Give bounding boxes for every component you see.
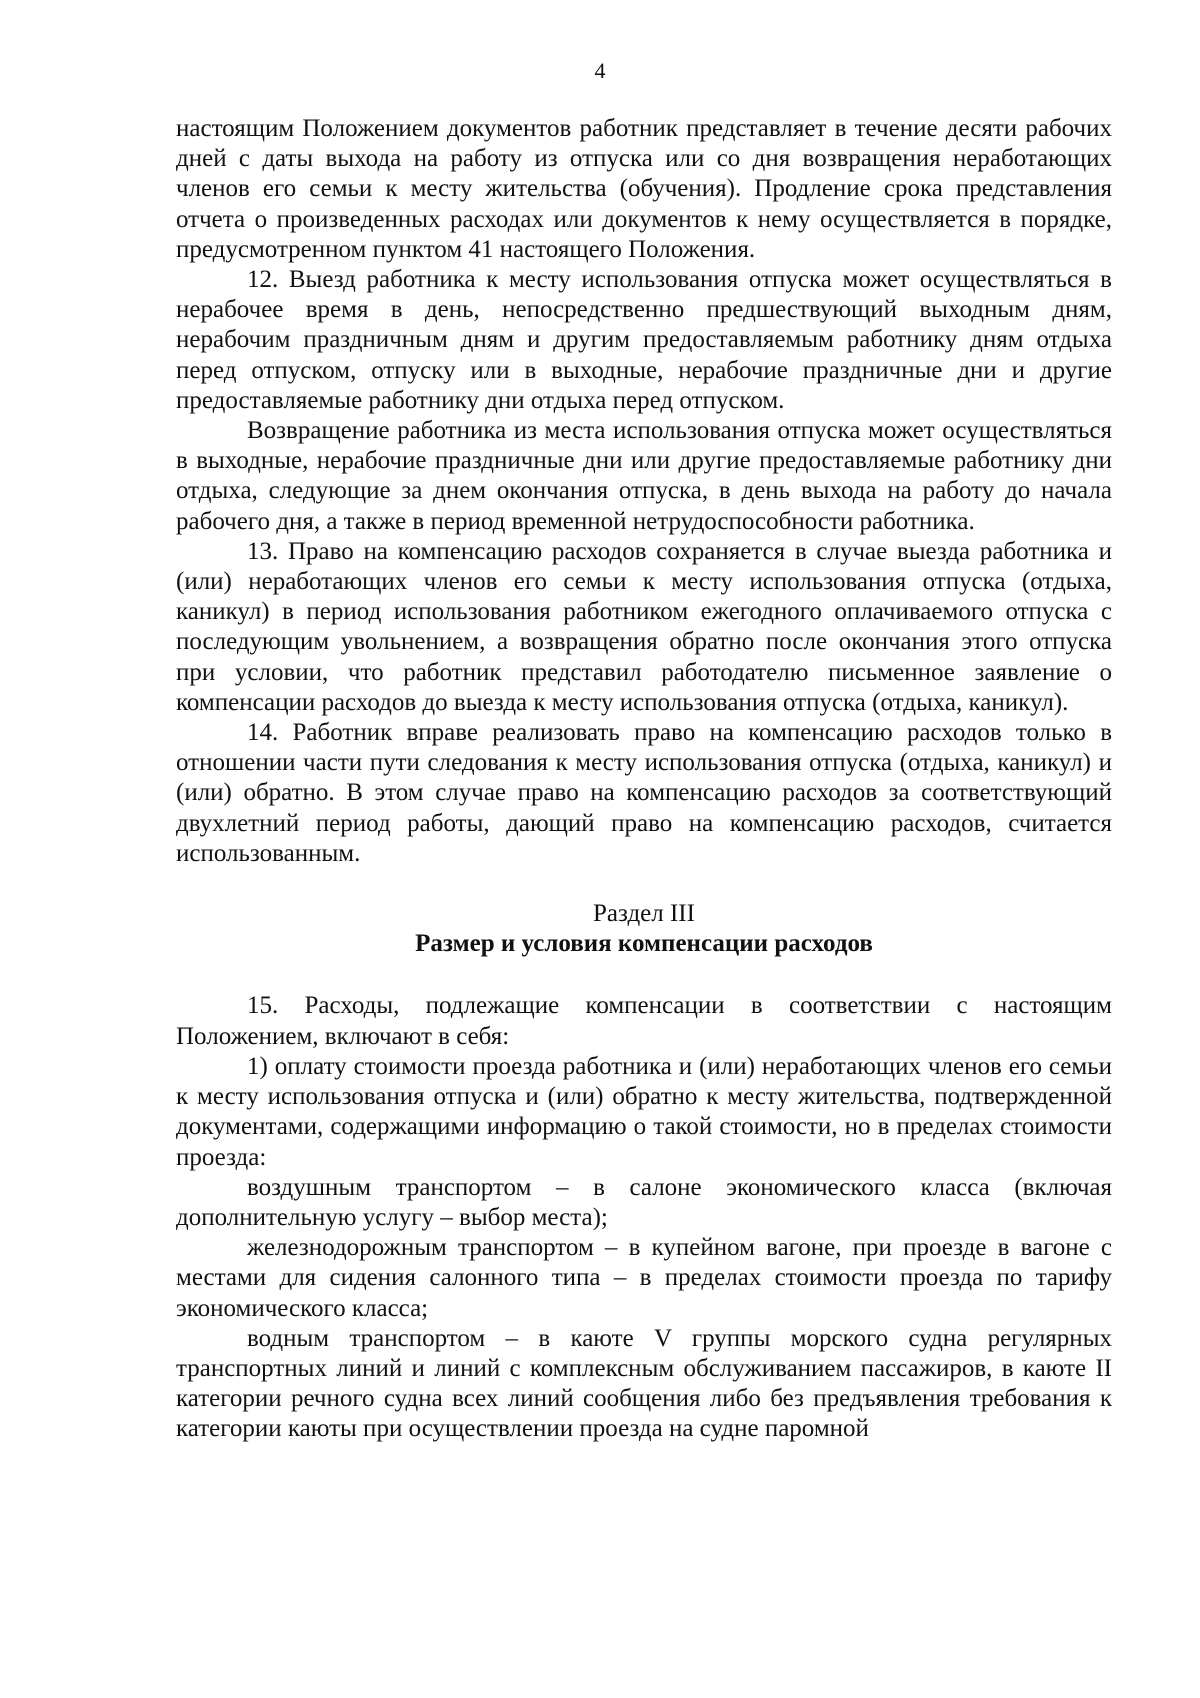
page-number: 4 (594, 58, 606, 83)
section-number: Раздел III (593, 900, 695, 928)
paragraph-item-13: 13. Право на компенсацию расходов сохраняется в случае выезда работника и (или) неработающих членов его семьи к месту использования отпуска (отдыха, каникул) в период использования работником ежегодного оплачиваемого отпуска с последующим увольнением, а возвращения обратно после окончания этого отпуска при условии, что работник представил работодателю письменное заявление о компенсации расходов до выезда к месту использования отпуска (отдыха, каникул). (176, 537, 1112, 716)
paragraph-item-12: 12. Выезд работника к месту использования отпуска может осуществляться в нерабочее время в день, непосредственно предшествующий выходным дням, нерабочим праздничным дням и другим предоставляемым работнику дням отдыха перед отпуском, отпуску или в выходные, нерабочие праздничные дни и другие предоставляемые работнику дни отдыха перед отпуском. (176, 266, 1112, 414)
document-body (176, 114, 1112, 1445)
section-title: Размер и условия компенсации расходов (415, 930, 873, 958)
paragraph-item-12-return: Возвращение работника из места использования отпуска может осуществляться в выходные, нерабочие праздничные дни или другие предоставляемые работнику дни отдыха, следующие за днем окончания отпуска, в день выхода на работу до начала рабочего дня, а также в период временной нетрудоспособности работника. (176, 417, 1112, 535)
paragraph-item-14: 14. Работник вправе реализовать право на компенсацию расходов только в отношении части пути следования к месту использования отпуска (отдыха, каникул) и (или) обратно. В этом случае право на компенсацию расходов за соответствующий двухлетний период работы, дающий право на компенсацию расходов, считается использованным. (176, 719, 1112, 867)
paragraph-water-transport: водным транспортом – в каюте V группы морского судна регулярных транспортных линий и линий с комплексным обслуживанием пассажиров, в каюте II категории речного судна всех линий сообщения либо без предъявления требования к категории каюты при осуществлении проезда на судне паромной (176, 1324, 1112, 1443)
section-heading (176, 899, 1112, 959)
paragraph-subitem-1: 1) оплату стоимости проезда работника и (или) неработающих членов его семьи к месту использования отпуска и (или) обратно к месту жительства, подтвержденной документами, содержащими информацию о такой стоимости, но в пределах стоимости проезда: (176, 1052, 1112, 1171)
paragraph-rail-transport: железнодорожным транспортом – в купейном вагоне, при проезде в вагоне с местами для сидения салонного типа – в пределах стоимости проезда по тарифу экономического класса; (176, 1234, 1112, 1322)
paragraph-continuation: настоящим Положением документов работник представляет в течение десяти рабочих дней с даты выхода на работу из отпуска или со дня возвращения неработающих членов его семьи к месту жительства (обучения). Продление срока представления отчета о произведенных расходах или документов к нему осуществляется в порядке, предусмотренном пунктом 41 настоящего Положения. (176, 115, 1112, 263)
paragraph-item-15: 15. Расходы, подлежащие компенсации в соответствии с настоящим Положением, включают в себя: (176, 992, 1112, 1050)
paragraph-air-transport: воздушным транспортом – в салоне экономического класса (включая дополнительную услугу – выбор места); (176, 1173, 1112, 1231)
